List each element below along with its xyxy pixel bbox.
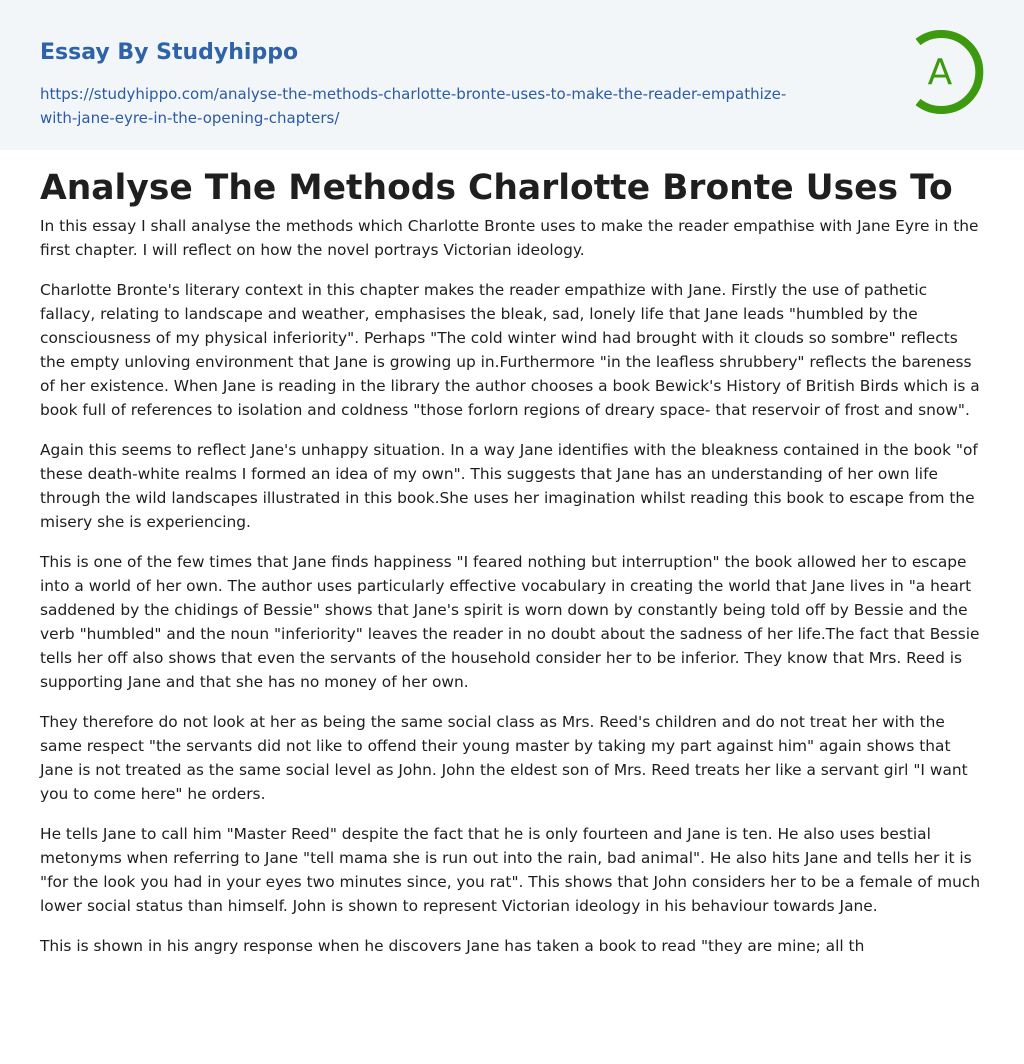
paragraph: This is shown in his angry response when he discovers Jane has taken a book to read "they are mine; all th xyxy=(40,937,865,955)
paragraph: They therefore do not look at her as being the same social class as Mrs. Reed's children and do not treat her with the same respect "the servants did not like to offend their young master by taking my part against him" again shows that Jane is not treated as the same social level as John. John the eldest son of Mrs. Reed treats her like a servant girl "I want you to come here" he orders. xyxy=(40,713,968,803)
paragraph: In this essay I shall analyse the methods which Charlotte Bronte uses to make the reader empathise with Jane Eyre in the first chapter. I will reflect on how the novel portrays Victorian ideology. xyxy=(40,217,979,259)
paragraph: This is one of the few times that Jane finds happiness "I feared nothing but interruption" the book allowed her to escape into a world of her own. The author uses particularly effective vocabulary in creating the world that Jane lives in "a heart saddened by the chidings of Bessie" shows that Jane's spirit is worn down by constantly being told off by Bessie and the verb "humbled" and the noun "inferiority" leaves the reader in no doubt about the sadness of her life.The fact that Bessie tells her off also shows that even the servants of the household consider her to be inferior. They know that Mrs. Reed is supporting Jane and that she has no money of her own. xyxy=(40,553,980,691)
paragraph: Again this seems to reflect Jane's unhappy situation. In a way Jane identifies with the bleakness contained in the book "of these death-white realms I formed an idea of my own". This suggests that Jane has an understanding of her own life through the wild landscapes illustrated in this book.She uses her imagination whilst reading this book to escape from the misery she is experiencing. xyxy=(40,441,978,531)
brand-title: Essay By Studyhippo xyxy=(40,40,299,65)
page-title: Analyse The Methods Charlotte Bronte Uses To xyxy=(40,168,953,208)
logo-letter: A xyxy=(927,52,953,93)
paragraph: Charlotte Bronte's literary context in this chapter makes the reader empathize with Jane. Firstly the use of pathetic fallacy, relating to landscape and weather, emphasises the bleak, sad, lonely life that Jane leads "humbled by the consciousness of my physical inferiority". Perhaps "The cold winter wind had brought with it clouds so sombre" reflects the empty unloving environment that Jane is growing up in.Furthermore "in the leafless shrubbery" reflects the bareness of her existence. When Jane is reading in the library the author chooses a book Bewick's History of British Birds which is a book full of references to isolation and coldness "those forlorn regions of dreary space- that reservoir of frost and snow". xyxy=(40,281,980,419)
essay-body xyxy=(40,214,986,974)
source-link[interactable]: https://studyhippo.com/analyse-the-methods-charlotte-bronte-uses-to-make-the-reader-empathize-with-jane-eyre-in-the-opening-chapters/ xyxy=(40,85,787,127)
paragraph: He tells Jane to call him "Master Reed" despite the fact that he is only fourteen and Jane is ten. He also uses bestial metonyms when referring to Jane "tell mama she is run out into the rain, bad animal". He also hits Jane and tells her it is "for the look you had in your eyes two minutes since, you rat". This shows that John considers her to be a female of much lower social status than himself. John is shown to represent Victorian ideology in his behaviour towards Jane. xyxy=(40,825,981,915)
